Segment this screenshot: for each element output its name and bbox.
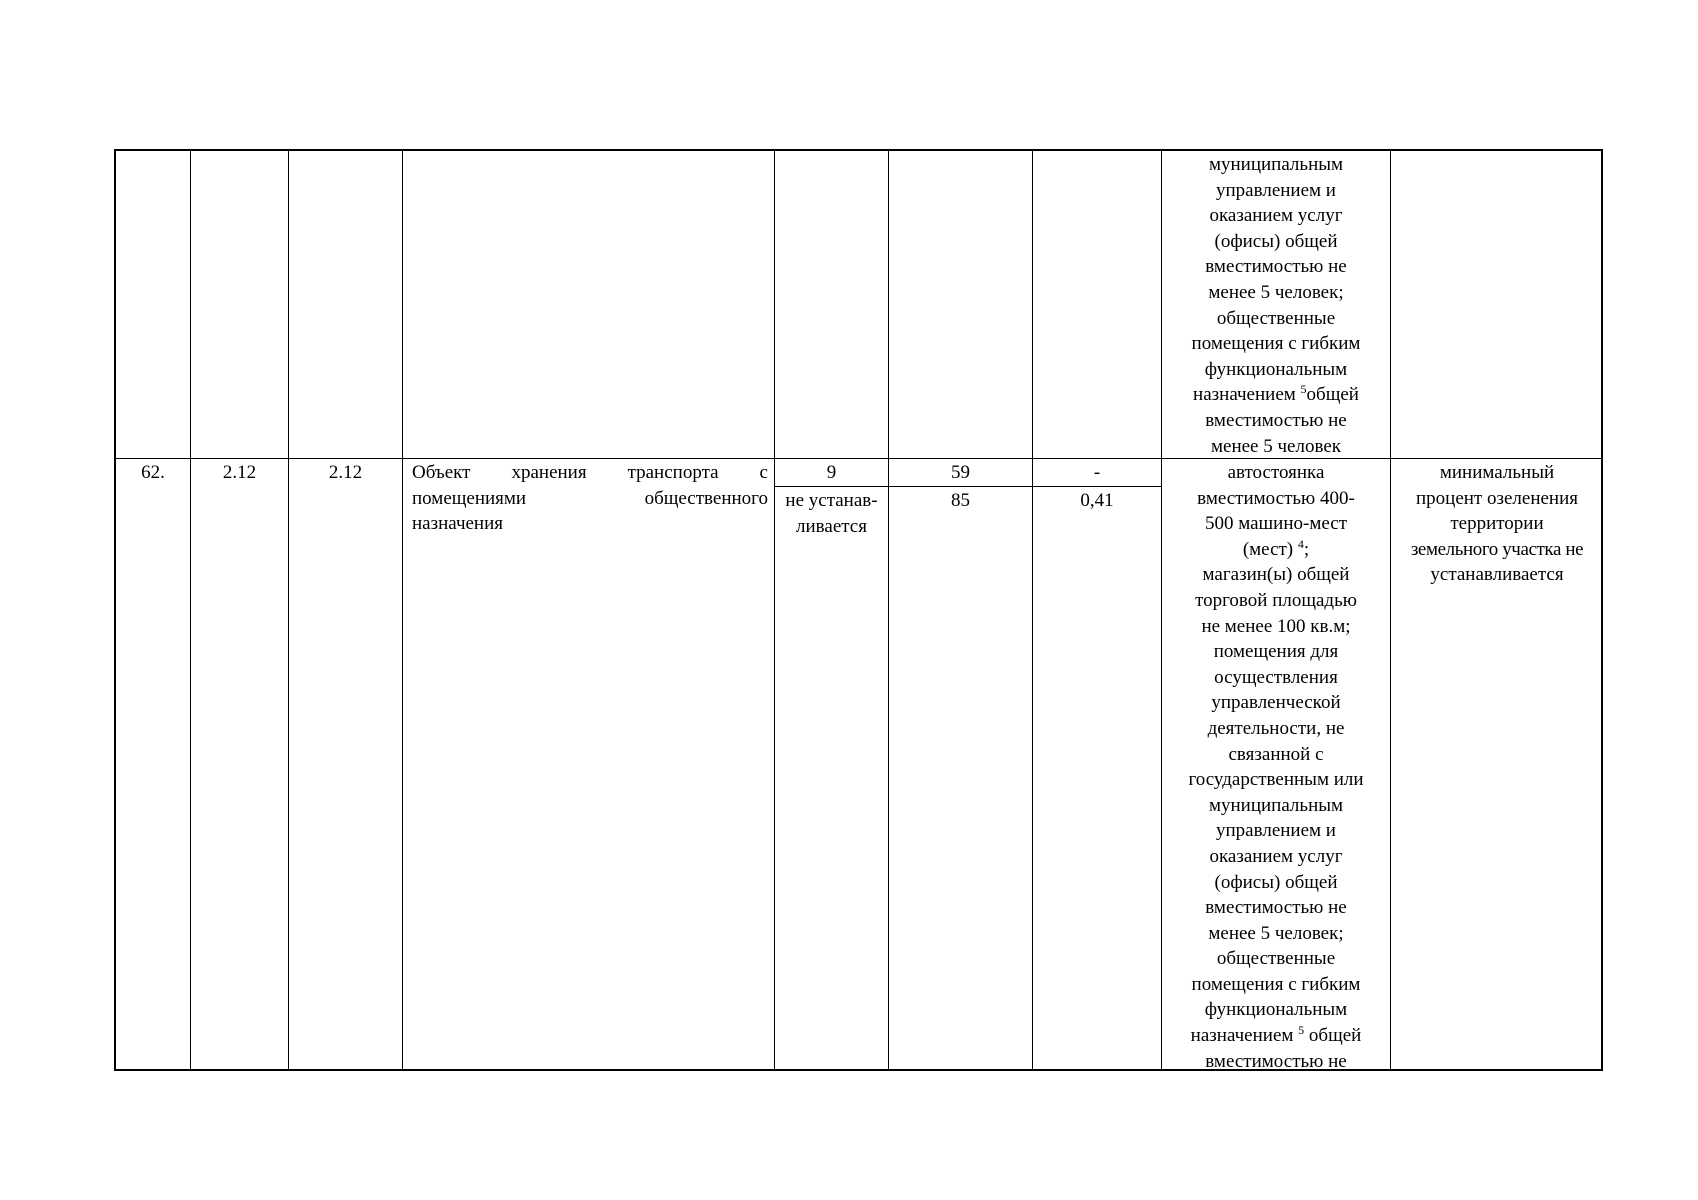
column-divider [288,151,289,1069]
column-divider [888,151,889,1069]
code-a-cell: 2.12 [222,462,257,483]
column-divider [774,151,775,1069]
row-number-cell: 62. [141,462,165,483]
footnote-ref: 4 [1297,536,1304,551]
object-name-cell: Объект хранения транспорта с помещениями общественного назначения [412,462,768,535]
greening-cell: минимальный процент озеленения территории земельного участка не устанавливается [1410,462,1584,586]
column-divider [1032,151,1033,1069]
line-with-footnote-4: (мест) $^4$; [1242,536,1310,560]
zoning-table [114,149,1603,1071]
column-divider [1390,151,1391,1069]
prev-row-line-with-footnote: назначением $^5$общей [1193,382,1359,406]
footnote-ref: 5 [1300,382,1307,397]
col5-bottom-cell: не устанав- ливается [785,490,878,537]
col7-top-cell: - [1093,462,1101,483]
code-b-cell: 2.12 [328,462,363,483]
col7-bottom-cell: 0,41 [1080,490,1114,511]
column-divider [190,151,191,1069]
col5-top-cell: 9 [826,462,837,483]
footnote-ref: 5 [1298,1023,1305,1038]
col6-bottom-cell: 85 [951,490,970,511]
row-divider [116,458,1601,459]
line-with-footnote-5: назначением $^5$ общей [1190,1023,1362,1047]
subrow-divider [774,486,1161,487]
permitted-use-cell: автостоянка вместимостью 400- 500 машино-мест (мест) $^4$; магазин(ы) общей торговой площадью не менее 100 кв.м; помещения для осуществления управленческой деятельности, не связанной с государственным или муниципальным управлением и оказанием услуг (офисы) общей вместимостью не менее 5 человек; общественные помещения с гибким функциональным назначением $^5$ общей вместимостью не [1162,460,1390,1071]
prev-row-permitted-use-cell: муниципальным управлением и оказанием услуг (офисы) общей вместимостью не менее 5 человек; общественные помещения с гибким функциональным назначением $^5$общей вместимостью не менее 5 человек [1162,152,1390,458]
col6-top-cell: 59 [951,462,970,483]
column-divider [402,151,403,1069]
